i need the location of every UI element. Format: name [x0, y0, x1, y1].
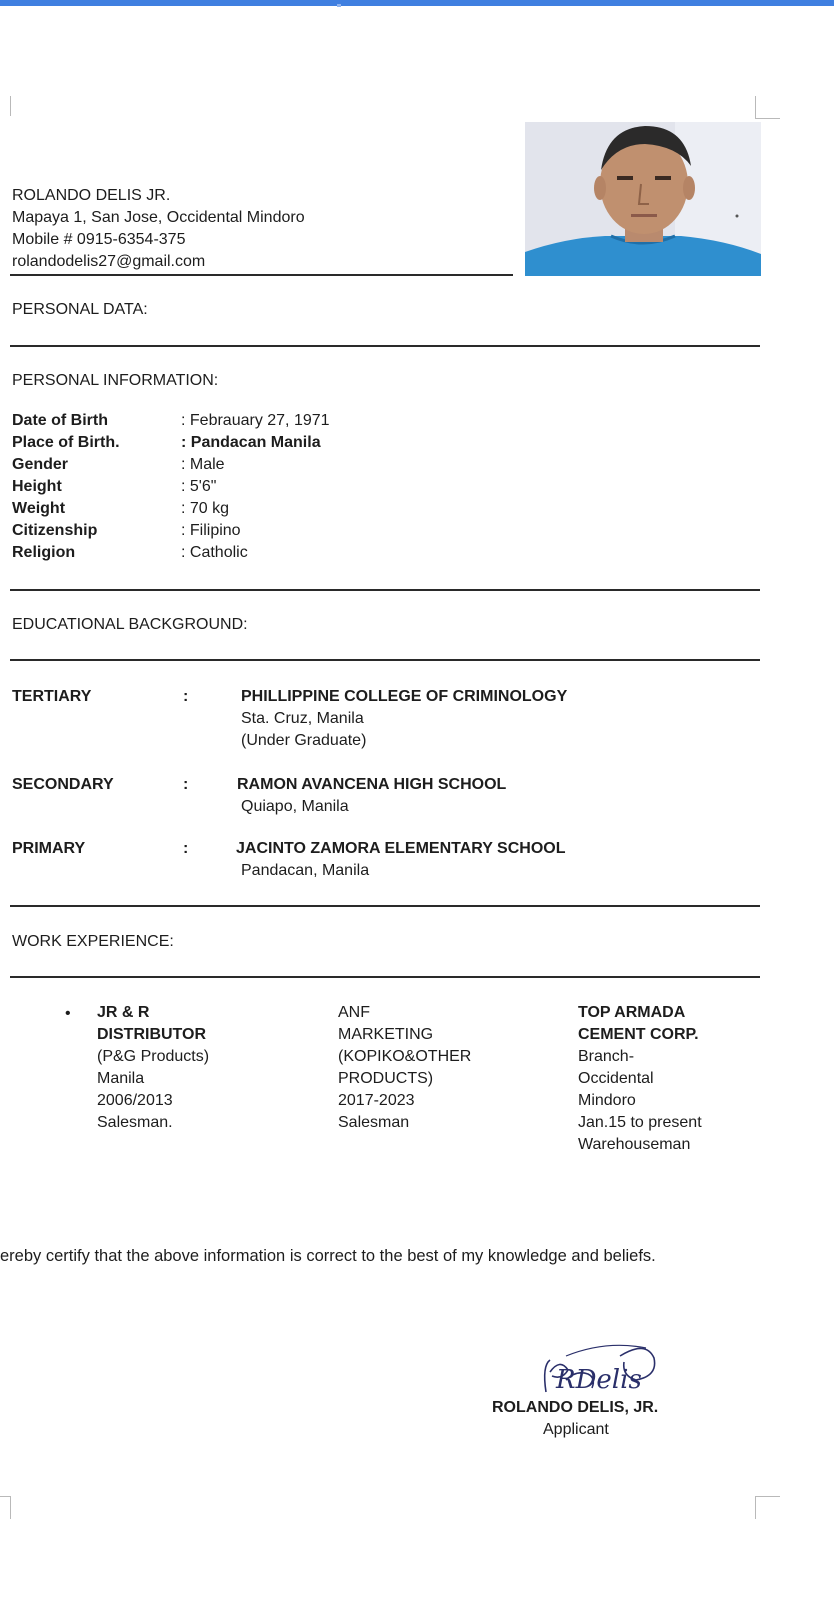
education-colon: : — [183, 688, 189, 705]
education-level: TERTIARY — [12, 688, 92, 705]
gender-label: Gender — [12, 456, 69, 473]
work-detail: Manila — [97, 1070, 145, 1087]
mobile-number: Mobile # 0915-6354-375 — [12, 231, 186, 248]
education-colon: : — [183, 840, 189, 857]
work-detail: 2006/2013 — [97, 1092, 173, 1109]
education-level: SECONDARY — [12, 776, 114, 793]
weight-value: : 70 kg — [181, 500, 230, 517]
religion-value: : Catholic — [181, 544, 248, 561]
section-divider — [10, 589, 760, 591]
education-detail: Quiapo, Manila — [241, 798, 349, 815]
work-detail: (P&G Products) — [97, 1048, 210, 1065]
signature-scrawl — [536, 1336, 662, 1400]
work-detail: Mindoro — [578, 1092, 636, 1109]
work-detail: Salesman — [338, 1114, 410, 1131]
work-detail: Branch- — [578, 1048, 635, 1065]
work-company: DISTRIBUTOR — [97, 1026, 207, 1043]
work-detail: Warehouseman — [578, 1136, 691, 1153]
height-label: Height — [12, 478, 62, 495]
education-colon: : — [183, 776, 189, 793]
signatory-role: Applicant — [543, 1421, 609, 1438]
work-company: TOP ARMADA — [578, 1004, 686, 1021]
section-heading-work-experience: WORK EXPERIENCE: — [12, 933, 174, 950]
citizenship-label: Citizenship — [12, 522, 98, 539]
svg-text:RDelis: RDelis — [556, 1365, 642, 1395]
citizenship-value: : Filipino — [181, 522, 241, 539]
applicant-name: ROLANDO DELIS JR. — [12, 187, 171, 204]
weight-label: Weight — [12, 500, 66, 517]
birthdate-value: : Febrauary 27, 1971 — [181, 412, 330, 429]
section-divider — [10, 659, 760, 661]
page-corner-mark — [0, 96, 11, 116]
height-value: : 5'6" — [181, 478, 217, 495]
education-school: PHILLIPPINE COLLEGE OF CRIMINOLOGY — [241, 688, 568, 705]
section-heading-personal-information: PERSONAL INFORMATION: — [12, 372, 219, 389]
bullet-marker: • — [65, 1005, 71, 1022]
section-heading-personal-data: PERSONAL DATA: — [12, 301, 148, 318]
section-heading-education: EDUCATIONAL BACKGROUND: — [12, 616, 248, 633]
email-address: rolandodelis27@gmail.com — [12, 253, 206, 270]
address: Mapaya 1, San Jose, Occidental Mindoro — [12, 209, 305, 226]
page-corner-mark — [0, 1496, 11, 1519]
page-corner-mark — [755, 96, 780, 119]
work-company: MARKETING — [338, 1026, 434, 1043]
religion-label: Religion — [12, 544, 76, 561]
work-company: CEMENT CORP. — [578, 1026, 699, 1043]
work-company: ANF — [338, 1004, 370, 1021]
work-entry — [578, 1002, 702, 1156]
work-detail: 2017-2023 — [338, 1092, 415, 1109]
education-level: PRIMARY — [12, 840, 86, 857]
top-blue-bar — [0, 0, 834, 6]
signatory-name: ROLANDO DELIS, JR. — [492, 1399, 659, 1416]
birthplace-value: : Pandacan Manila — [181, 434, 321, 451]
education-detail: Pandacan, Manila — [241, 862, 370, 879]
birthdate-label: Date of Birth — [12, 412, 108, 429]
gender-value: : Male — [181, 456, 225, 473]
section-divider — [10, 905, 760, 907]
work-detail: (KOPIKO&OTHER — [338, 1048, 472, 1065]
birthplace-label: Place of Birth. — [12, 434, 120, 451]
applicant-photo — [525, 122, 761, 276]
work-detail: PRODUCTS) — [338, 1070, 434, 1087]
education-detail: Sta. Cruz, Manila — [241, 710, 364, 727]
education-school: JACINTO ZAMORA ELEMENTARY SCHOOL — [236, 840, 566, 857]
page-corner-mark — [755, 1496, 780, 1519]
education-detail: (Under Graduate) — [241, 732, 367, 749]
work-detail: Jan.15 to present — [578, 1114, 702, 1131]
work-entry — [338, 1002, 471, 1134]
header-divider — [10, 274, 513, 276]
section-divider — [10, 345, 760, 347]
top-bar-marker — [337, 4, 341, 7]
work-entry — [97, 1002, 209, 1134]
certification-statement: ereby certify that the above information is correct to the best of my knowledge and beliefs. — [0, 1247, 656, 1265]
education-school: RAMON AVANCENA HIGH SCHOOL — [237, 776, 507, 793]
work-detail: Salesman. — [97, 1114, 173, 1131]
work-company: JR & R — [97, 1004, 150, 1021]
section-divider — [10, 976, 760, 978]
work-detail: Occidental — [578, 1070, 654, 1087]
